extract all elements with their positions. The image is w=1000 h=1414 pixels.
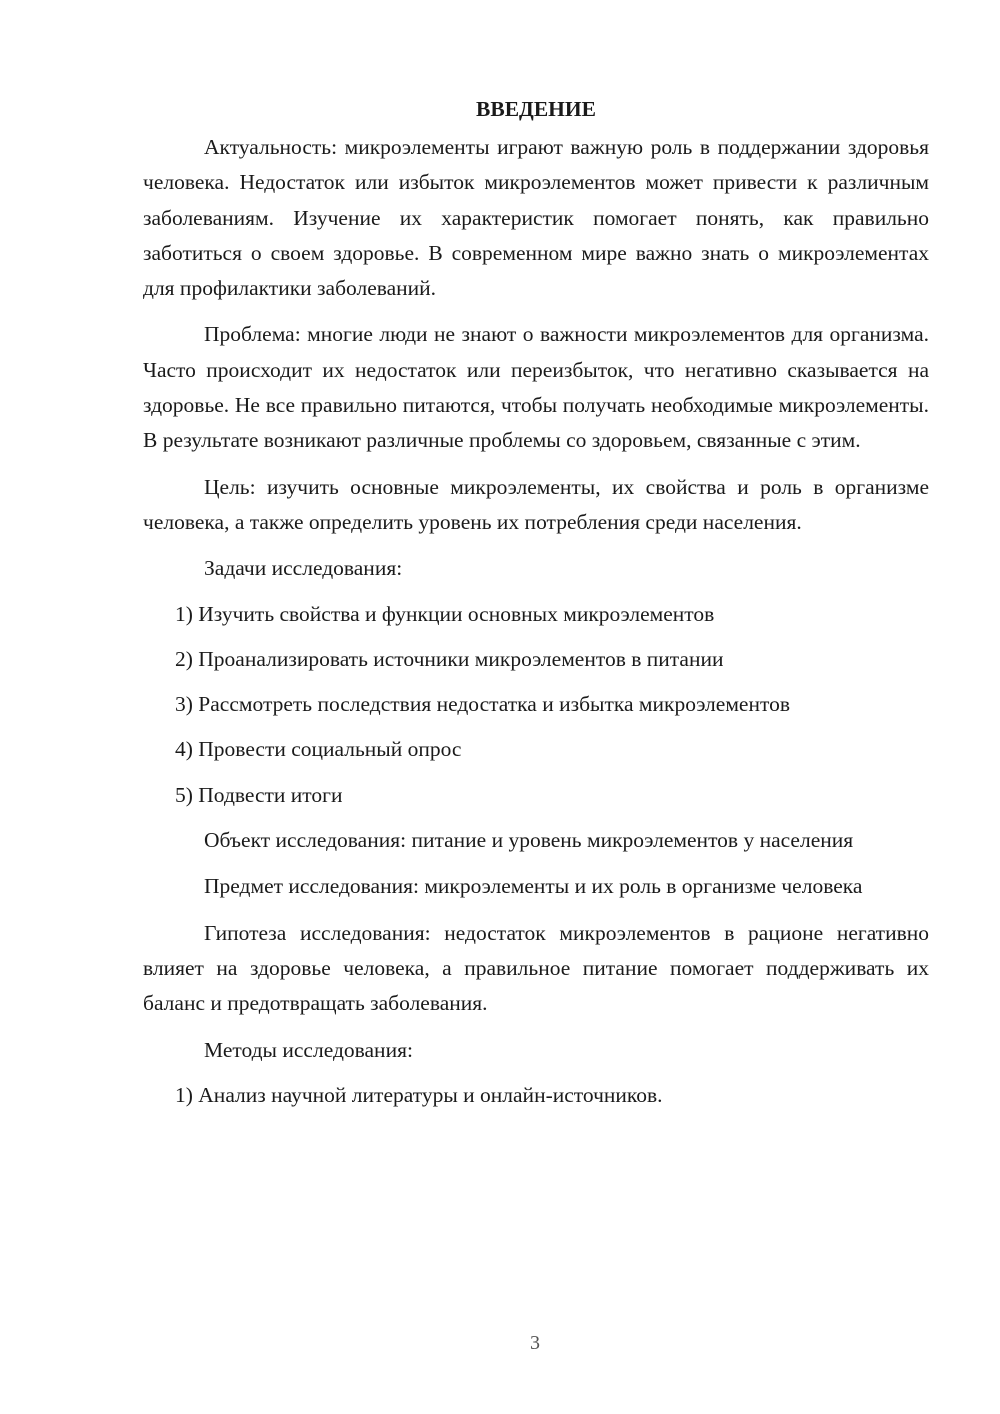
task-item: 1) Изучить свойства и функции основных микроэлементов: [175, 601, 715, 626]
tasks-heading: Задачи исследования:: [204, 556, 403, 581]
methods-heading: Методы исследования:: [204, 1037, 413, 1062]
paragraph-problem: Проблема: многие люди не знают о важности микроэлементов для организма. Часто происходит их недостаток или переизбыток, что негативно сказывается на здоровье. Не все правильно питаются, чтобы получать необходимые микроэлементы. В результате возникают различные проблемы со здоровьем, связанные с этим.: [143, 322, 929, 453]
paragraph-subject: Предмет исследования: микроэлементы и их роль в организме человека: [204, 874, 863, 899]
task-item: 4) Провести социальный опрос: [175, 737, 462, 762]
paragraph-object: Объект исследования: питание и уровень микроэлементов у населения: [204, 828, 854, 853]
task-item: 3) Рассмотреть последствия недостатка и избытка микроэлементов: [175, 692, 790, 717]
paragraph-goal: Цель: изучить основные микроэлементы, их свойства и роль в организме человека, а также определить уровень их потребления среди населения.: [143, 474, 929, 534]
paragraph-relevance: Актуальность: микроэлементы играют важную роль в поддержании здоровья человека. Недостаток или избыток микроэлементов может привести к различным заболеваниям. Изучение их характеристик помогает понять, как правильно заботиться о своем здоровье. В современном мире важно знать о микроэлементах для профилактики заболеваний.: [143, 135, 929, 301]
task-item: 2) Проанализировать источники микроэлементов в питании: [175, 646, 724, 671]
page-title: ВВЕДЕНИЕ: [476, 97, 596, 121]
document-page: [143, 92, 929, 1123]
task-item: 5) Подвести итоги: [175, 782, 343, 807]
paragraph-hypothesis: Гипотеза исследования: недостаток микроэлементов в рационе негативно влияет на здоровье человека, а правильное питание помогает поддерживать их баланс и предотвращать заболевания.: [143, 920, 929, 1016]
page-number: 3: [530, 1332, 540, 1354]
method-item: 1) Анализ научной литературы и онлайн-источников.: [175, 1082, 663, 1107]
